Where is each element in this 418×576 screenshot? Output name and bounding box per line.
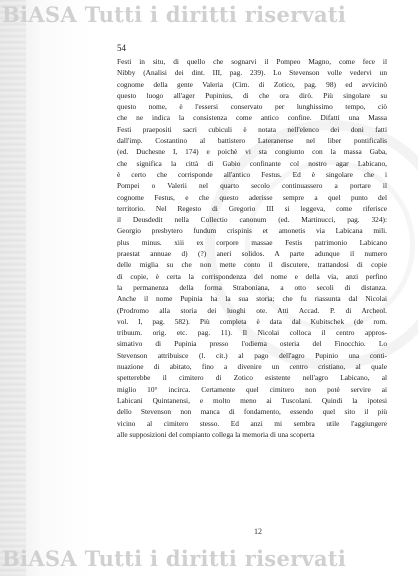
text-line: simativo di Pupinia presso l'odierna osteria del Finocchio. Lo: [117, 339, 387, 349]
text-line: che significa la città di Gabio confinante col nostro agar Labicano,: [117, 158, 387, 168]
text-line: il Deusdedit nella Collectio canonum (ed. Martinucci, pag. 324):: [117, 215, 387, 225]
text-line: questo luogo all'ager Pupinius, di che ora dirò. Più singolare su: [117, 90, 387, 100]
body-text: [117, 56, 387, 440]
text-line: territorio. Nel Regesto di Gregorio III si leggeva, come riferisce: [117, 203, 387, 213]
text-line: tribuum. orig. etc. pag. 11). Il Nicolai colloca il centro appros-: [117, 328, 387, 338]
text-line: di copie, è certa la corrispondenza del nome e della via, anzi perfino: [117, 271, 387, 281]
text-line: vicino al cimitero stesso. Ed anzi mi sembra utile l'aggiungere: [117, 418, 387, 428]
text-line: (Prodromo alla storia dei luoghi ote. Atti Accad. P. di Archeol.: [117, 305, 387, 315]
text-line: miglio 10° incirca. Certamente quel cimitero non potè servire ai: [117, 384, 387, 394]
book-gutter-shadow: [0, 0, 26, 576]
text-line: (ed. Duchesne I, 174) e poichè vi sta congiunto con la massa Gaba,: [117, 147, 387, 157]
text-line: praestat annuae d) (?) aneri solidos. A parte adunque il numero: [117, 249, 387, 259]
text-line: cognome della gente Valeria (Cim. di Zotico, pag. 98) ed avvicinò: [117, 79, 387, 89]
text-line: Georgio presbytero fundum crispinis et amonetis via Labicana mili.: [117, 226, 387, 236]
watermark-bottom: BiASA Tutti i diritti riservati: [2, 546, 347, 571]
text-line: vol. I, pag. 582). Più completa è data dal Kubitschek (de rom.: [117, 316, 387, 326]
text-line: Festi praepositi sacri cubiculi è notata nell'elenco dei doni fatti: [117, 124, 387, 134]
text-line: è certo che corrisponde all'antico Festus. Ed è singolare che i: [117, 169, 387, 179]
text-line: cognome Festus, e che questo aderisse sempre a quel punto del: [117, 192, 387, 202]
text-line: nuazione di abitato, fino a divenire un centro cristiano, al quale: [117, 362, 387, 372]
text-line: spetterebbe il cimitero di Zotico esistente nell'agro Labicano, al: [117, 373, 387, 383]
text-line: plus minus. xiii ex corpore massae Festis patrimonio Labicano: [117, 237, 387, 247]
text-line: Pompei o Valerii nel quarto secolo continuassero a portare il: [117, 181, 387, 191]
signature-mark: 12: [254, 527, 262, 536]
text-line: Anche il nome Pupinia ha la sua storia; che fu riassunta dal Nicolai: [117, 294, 387, 304]
text-line: Stevenson attribuisce (l. cit.) al pago dell'agro Pupinio una conti-: [117, 350, 387, 360]
page-number: 54: [117, 43, 126, 53]
text-line: Festi in situ, di quello che sognarvi il Pompeo Magno, come fece il: [117, 57, 387, 66]
text-line: dall'imp. Costantino al battistero Lateranense nel liber pontificalis: [117, 136, 387, 146]
text-line: delle miglia su che non mette conto il discutere, trattandosi di copie: [117, 260, 387, 270]
text-line: dello Stevenson non manca di fondamento, essendo quel sito il più: [117, 407, 387, 417]
text-line: alle supposizioni del compianto collega la memoria di una scoperta: [117, 429, 315, 439]
text-line: la permanenza della forma Straboniana, a otto secoli di distanza.: [117, 282, 387, 292]
watermark-top: BiASA Tutti i diritti riservati: [2, 2, 347, 27]
text-line: Labicani Quintanensi, e molto meno ai Tuscolani. Quindi la ipotesi: [117, 395, 387, 405]
text-line: questo nome, è l'essersi conservato per lunghissimo tempo, ciò: [117, 102, 387, 112]
text-line: che ne indica la consistenza come antico confine. Difatti una Massa: [117, 113, 387, 123]
text-line: Nibby (Analisi dei dint. III, pag. 239). Lo Stevenson volle vedervi un: [117, 68, 387, 78]
